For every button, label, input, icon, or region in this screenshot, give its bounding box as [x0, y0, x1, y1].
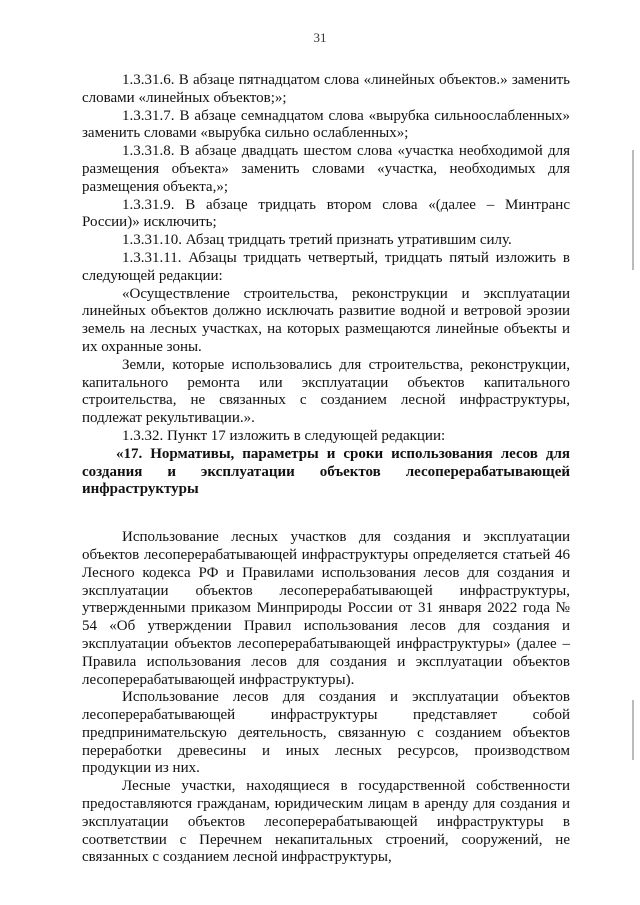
paragraph-1-3-31-9: 1.3.31.9. В абзаце тридцать втором слова «(далее – Минтранс России)» исключить;: [82, 196, 570, 231]
paragraph-1-3-32: 1.3.32. Пункт 17 изложить в следующей редакции:: [122, 427, 446, 444]
paragraph-1-3-31-6: 1.3.31.6. В абзаце пятнадцатом слова «линейных объектов.» заменить словами «линейных объектов;»;: [82, 72, 570, 106]
quoted-paragraph-construction: «Осуществление строительства, реконструкции и эксплуатации линейных объектов должно исключать развитие водной и ветровой эрозии земель на лесных участках, на которых размещаются линейные объекты и их охранные зоны.: [82, 285, 570, 355]
paragraph-1-3-31-10: 1.3.31.10. Абзац тридцать третий признать утратившим силу.: [122, 232, 512, 249]
document-body: [82, 72, 570, 867]
paragraph-1-3-31-11: 1.3.31.11. Абзацы тридцать четвертый, тридцать пятый изложить в следующей редакции:: [82, 249, 570, 284]
section-heading-17: «17. Нормативы, параметры и сроки использования лесов для создания и эксплуатации объектов лесоперерабатывающей инфраструктуры: [82, 445, 570, 498]
paragraph-1-3-31-8: 1.3.31.8. В абзаце двадцать шестом слова «участка необходимой для размещения объекта» заменить словами «участка, необходимых для размещения объекта,»;: [82, 143, 570, 195]
paragraph-land-plots: Лесные участки, находящиеся в государственной собственности предоставляются гражданам, юридическим лицам в аренду для создания и эксплуатации объектов лесоперерабатывающей инфраструктуры в соответствии с Перечнем некапитальных строений, сооружений, не связанных с созданием лесной инфраструктуры,: [82, 778, 570, 866]
paragraph-usage-article-46: Использование лесных участков для создания и эксплуатации объектов лесоперерабатывающей инфраструктуры определяется статьей 46 Лесного кодекса РФ и Правилами использования лесов для создания и эксплуатации объектов лесоперерабатывающей инфраструктуры, утвержденными приказом Минприроды России от 31 января 2022 года № 54 «Об утверждении Правил использования лесов для создания и эксплуатации объектов лесоперерабатывающей инфраструктуры» (далее – Правила использования лесов для создания и эксплуатации объектов лесоперерабатывающей инфраструктуры).: [82, 529, 570, 688]
paragraph-1-3-31-7: 1.3.31.7. В абзаце семнадцатом слова «вырубка сильноослабленных» заменить словами «вырубка сильно ослабленных»;: [82, 107, 570, 142]
scan-margin-mark: [632, 150, 634, 270]
scan-margin-mark: [632, 700, 634, 760]
page-number: 31: [313, 30, 327, 45]
section-gap: [82, 499, 570, 529]
paragraph-usage-definition: Использование лесов для создания и эксплуатации объектов лесоперерабатывающей инфраструктуры представляет собой предпринимательскую деятельность, связанную с созданием объектов переработки древесины и иных лесных ресурсов, производством продукции из них.: [82, 689, 570, 777]
quoted-paragraph-lands: Земли, которые использовались для строительства, реконструкции, капитального ремонта или эксплуатации объектов капитального строительства, не связанных с созданием лесной инфраструктуры, подлежат рекультивации.».: [82, 356, 570, 427]
